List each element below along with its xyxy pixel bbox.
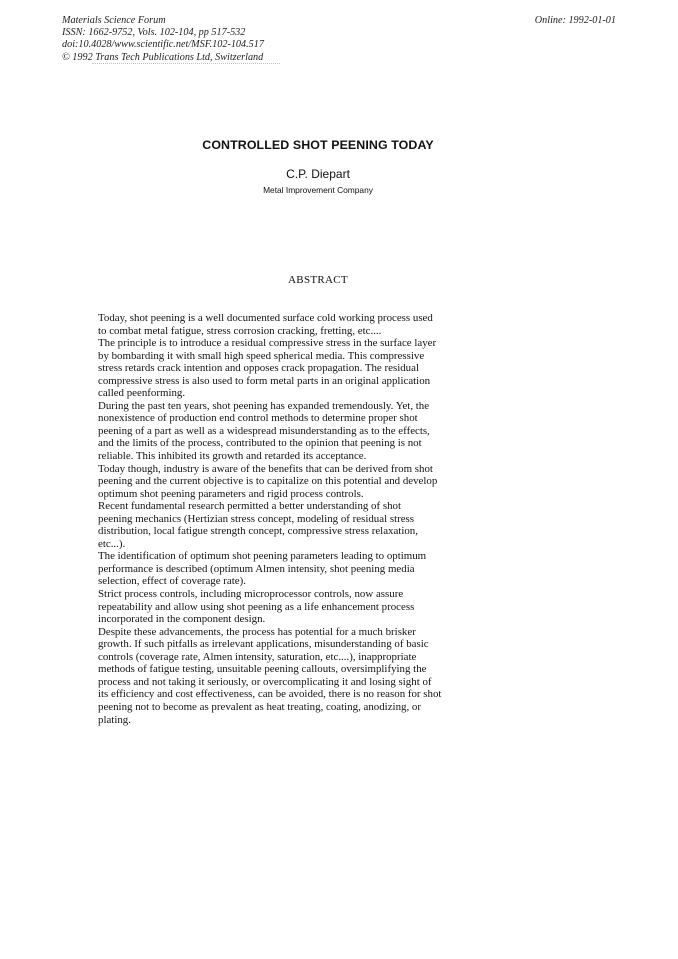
- abstract-line: selection, effect of coverage rate).: [98, 575, 246, 588]
- abstract-line: The principle is to introduce a residual compressive stress in the surface layer: [98, 337, 437, 350]
- abstract-line: repeatability and allow using shot peening as a life enhancement process: [98, 600, 415, 613]
- paper-title: CONTROLLED SHOT PEENING TODAY: [202, 138, 434, 152]
- abstract-line: During the past ten years, shot peening has expanded tremendously. Yet, the: [98, 399, 430, 412]
- author-affiliation: Metal Improvement Company: [263, 185, 373, 195]
- abstract-line: Strict process controls, including microprocessor controls, now assure: [98, 588, 404, 601]
- abstract-line: Despite these advancements, the process has potential for a much brisker: [98, 625, 416, 638]
- abstract-line: Today though, industry is aware of the benefits that can be derived from shot: [98, 462, 433, 475]
- abstract-line: by bombarding it with small high speed spherical media. This compressive: [98, 349, 425, 362]
- abstract-line: process and not taking it seriously, or overcomplicating it and losing sight of: [98, 675, 432, 688]
- abstract-line: reliable. This inhibited its growth and retarded its acceptance.: [98, 450, 367, 463]
- online-date: Online: 1992-01-01: [534, 15, 616, 26]
- abstract-heading: ABSTRACT: [288, 274, 348, 286]
- abstract-line: peening mechanics (Hertizian stress concept, modeling of residual stress: [98, 512, 415, 525]
- abstract-line: Recent fundamental research permitted a better understanding of shot: [98, 500, 402, 513]
- abstract-body: [98, 312, 558, 726]
- abstract-line: Today, shot peening is a well documented surface cold working process used: [98, 312, 433, 324]
- abstract-line: distribution, local fatigue strength concept, compressive stress relaxation,: [98, 525, 418, 538]
- publication-metadata: [62, 15, 264, 64]
- abstract-line: plating.: [98, 713, 131, 726]
- abstract-line: optimum shot peening parameters and rigid process controls.: [98, 487, 364, 500]
- abstract-line: peening of a part as well as a widespread misunderstanding as to the effects,: [98, 424, 430, 437]
- abstract-line: performance is described (optimum Almen intensity, shot peening media: [98, 562, 415, 575]
- abstract-line: methods of fatigue testing, unsuitable peening callouts, oversimplifying the: [98, 663, 427, 676]
- abstract-line: incorporated in the component design.: [98, 613, 266, 626]
- journal-name: Materials Science Forum: [62, 15, 166, 26]
- author-name: C.P. Diepart: [286, 167, 350, 181]
- abstract-line: stress retards crack intention and opposes crack propagation. The residual: [98, 362, 419, 375]
- issn-line: ISSN: 1662-9752, Vols. 102-104, pp 517-532: [62, 27, 246, 39]
- abstract-line: to combat metal fatigue, stress corrosion cracking, fretting, etc....: [98, 324, 382, 337]
- abstract-line: nonexistence of production end control methods to determine proper shot: [98, 412, 418, 425]
- abstract-line: growth. If such pitfalls as irrelevant applications, misunderstanding of basic: [98, 638, 429, 651]
- abstract-line: compressive stress is also used to form metal parts in an original application: [98, 374, 431, 387]
- abstract-line: peening not to become as prevalent as heat treating, coating, anodizing, or: [98, 700, 421, 713]
- abstract-line: The identification of optimum shot peening parameters leading to optimum: [98, 550, 427, 563]
- abstract-line: etc...).: [98, 537, 126, 550]
- abstract-line: its efficiency and cost effectiveness, can be avoided, there is no reason for shot: [98, 688, 442, 701]
- doi-line[interactable]: doi:10.4028/www.scientific.net/MSF.102-104.517: [62, 39, 264, 51]
- abstract-line: called peenforming.: [98, 387, 186, 400]
- abstract-line: controls (coverage rate, Almen intensity, saturation, etc....), inappropriate: [98, 650, 417, 663]
- copyright-line: © 1992 Trans Tech Publications Ltd, Switzerland: [62, 51, 264, 63]
- scan-artifact-line: [92, 63, 280, 66]
- abstract-line: and the limits of the process, contributed to the opinion that peening is not: [98, 437, 422, 450]
- abstract-line: peening and the current objective is to capitalize on this potential and develop: [98, 475, 438, 488]
